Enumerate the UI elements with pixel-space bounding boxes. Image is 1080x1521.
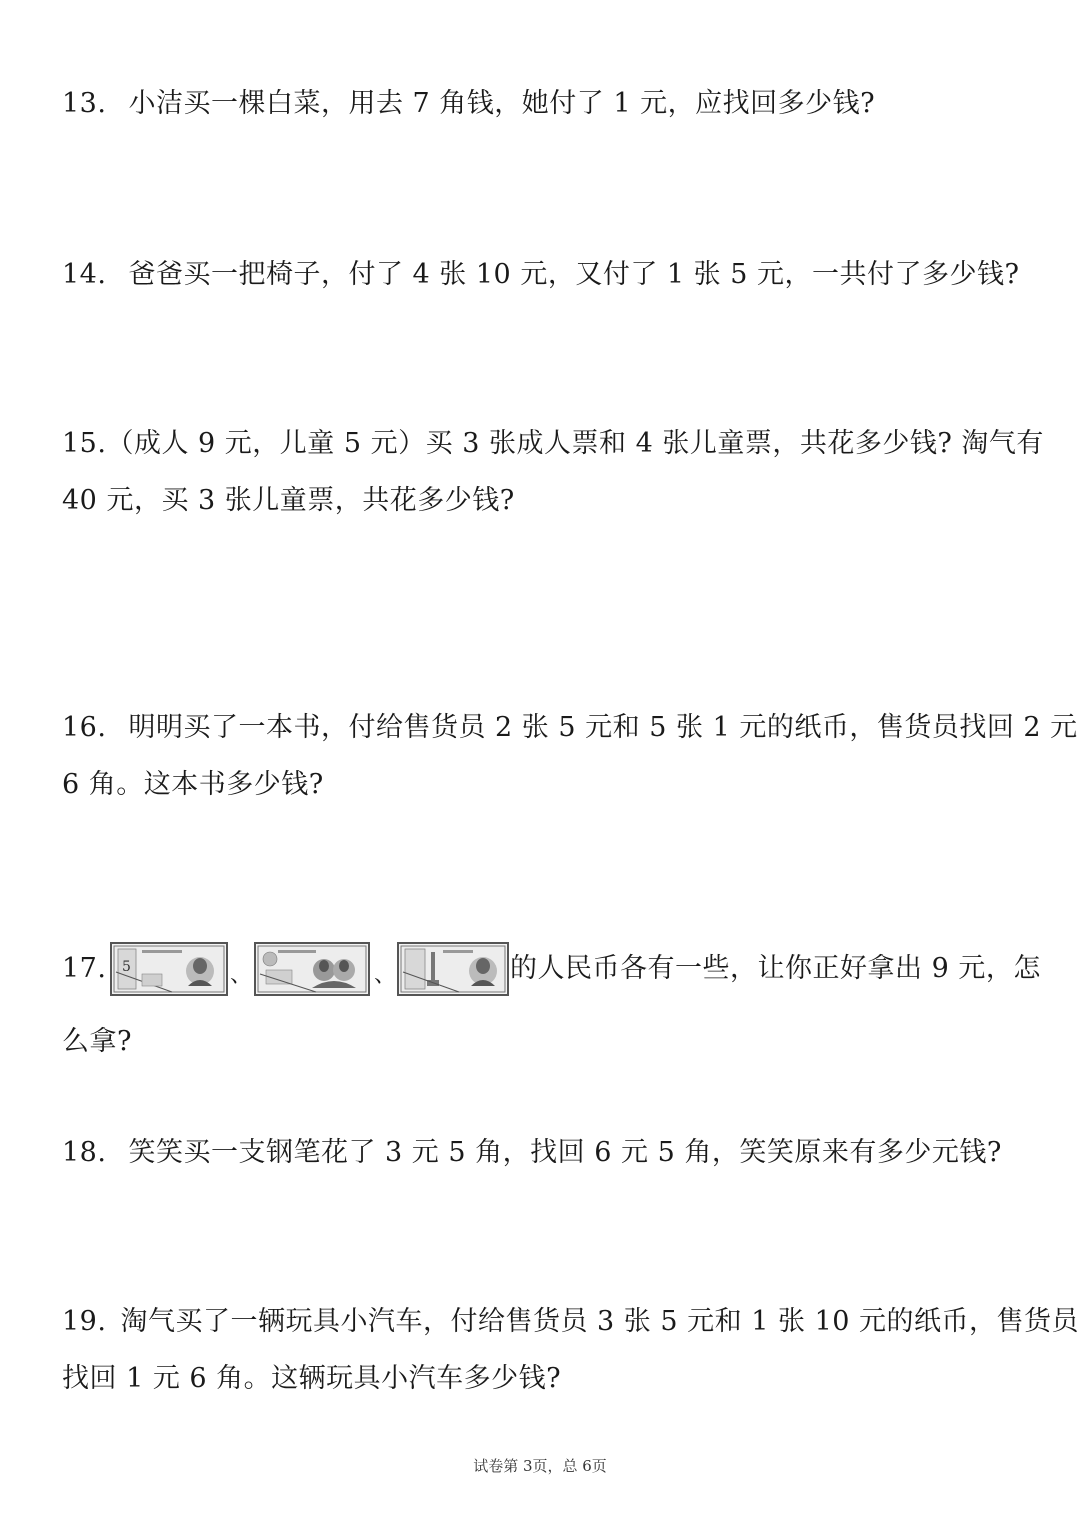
question-14 [62, 259, 1019, 291]
question-text: 笑笑买一支钢笔花了 3 元 5 角，找回 6 元 5 角，笑笑原来有多少元钱? [128, 1137, 1002, 1168]
question-text: 明明买了一本书，付给售货员 2 张 5 元和 5 张 1 元的纸币，售货员找回 2 元 [128, 712, 1078, 743]
question-17-text [510, 953, 1041, 985]
question-text: 淘气买了一辆玩具小汽车，付给售货员 3 张 5 元和 1 张 10 元的纸币，售货员 [120, 1306, 1080, 1337]
question-number: 16. [62, 712, 107, 743]
question-17-number [62, 953, 106, 985]
question-text: （成人 9 元，儿童 5 元）买 3 张成人票和 4 张儿童票，共花多少钱? 淘气有 [106, 428, 1044, 459]
svg-text:5: 5 [122, 959, 131, 975]
separator: 、 [230, 963, 253, 988]
question-15 [62, 428, 1044, 460]
question-13 [62, 88, 875, 120]
question-text: 40 元，买 3 张儿童票，共花多少钱? [62, 485, 515, 516]
question-19-line-2 [62, 1363, 561, 1395]
question-15-line-2 [62, 485, 515, 517]
question-number: 17. [62, 953, 107, 984]
question-text: 么拿? [62, 1026, 132, 1057]
question-number: 18. [62, 1137, 107, 1168]
question-text: 的人民币各有一些，让你正好拿出 9 元，怎 [510, 953, 1041, 984]
question-number: 13. [62, 88, 107, 119]
question-text: 小洁买一棵白菜，用去 7 角钱，她付了 1 元，应找回多少钱? [128, 88, 876, 119]
question-number: 14. [62, 259, 107, 290]
question-16-line-2 [62, 769, 324, 801]
question-text: 6 角。这本书多少钱? [62, 769, 324, 800]
question-18 [62, 1137, 1002, 1169]
question-text: 爸爸买一把椅子，付了 4 张 10 元，又付了 1 张 5 元，一共付了多少钱? [128, 259, 1020, 290]
banknote-1-yuan-image [397, 942, 509, 996]
question-number: 15. [62, 428, 107, 459]
banknote-5-yuan-image [110, 942, 228, 996]
question-17-line-2 [62, 1026, 132, 1058]
question-number: 19. [62, 1306, 107, 1337]
question-text: 找回 1 元 6 角。这辆玩具小汽车多少钱? [62, 1363, 562, 1394]
page-footer: 试卷第 3页，总 6页 [473, 1457, 607, 1475]
separator: 、 [374, 963, 397, 988]
banknote-2-yuan-image [254, 942, 370, 996]
question-16 [62, 712, 1078, 744]
question-19 [62, 1306, 1079, 1338]
